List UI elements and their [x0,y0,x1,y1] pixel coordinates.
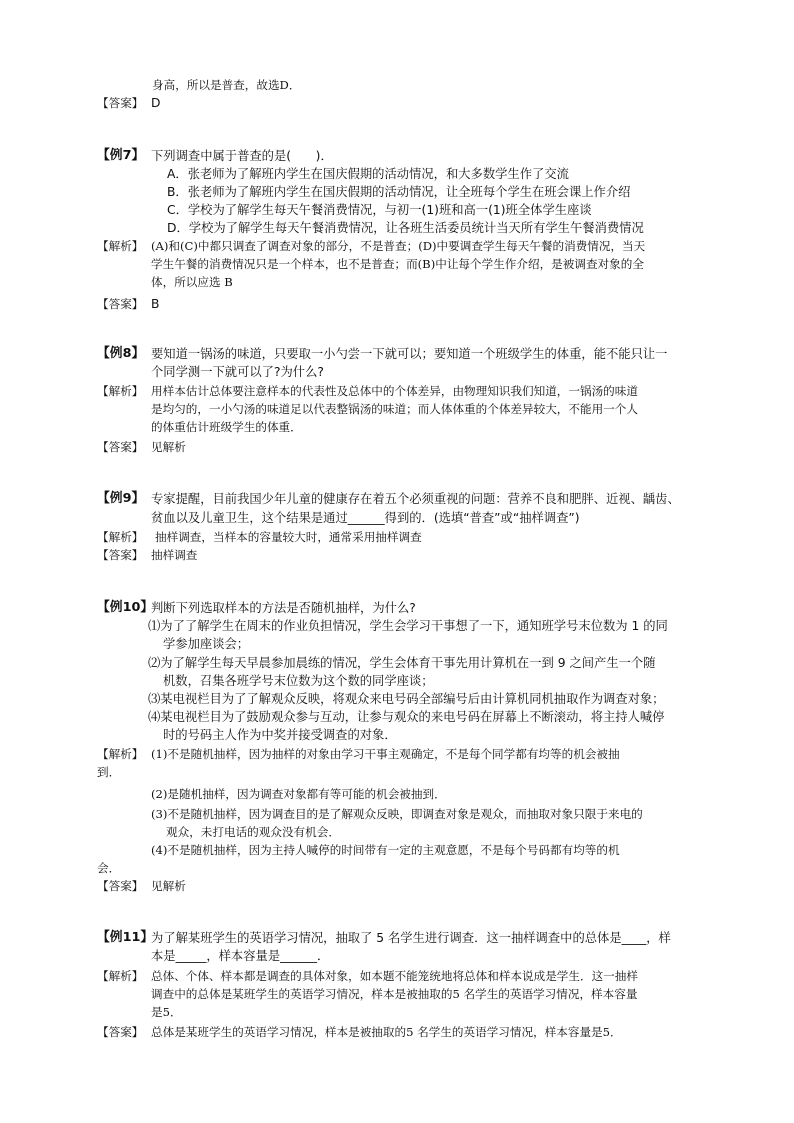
ex10-item: ⑷某电视栏目为了鼓励观众参与互动，让参与观众的来电号码在屏幕上不断滚动，将主持人喊停 [148,710,665,724]
ex9-question-line: 专家提醒，目前我国少年儿童的健康存在着五个必须重视的问题：营养不良和肥胖、近视、龋齿、 [151,492,680,506]
ex11-tag: 【例11】 [97,930,154,945]
ex10-solution-line: (1)不是随机抽样，因为抽样的对象由学习干事主观确定，不是每个同学都有均等的机会被抽 [151,747,620,761]
ex11-solution-line: 调查中的总体是某班学生的英语学习情况，样本是被抽取的5 名学生的英语学习情况，样本容量 [151,987,638,1001]
ex8-solution-line: 用样本估计总体要注意样本的代表性及总体中的个体差异，由物理知识我们知道，一锅汤的味道 [151,384,638,398]
ex10-solution-line: (4)不是随机抽样，因为主持人喊停的时间带有一定的主观意愿，不是每个号码都有均等的机 [151,843,620,857]
ex8-answer: 见解析 [151,440,186,454]
ex8-question-line: 个同学测一下就可以了?为什么? [151,365,324,379]
ex10-answer-label: 【答案】 [97,879,144,893]
ex7-solution-label: 【解析】 [97,239,144,253]
ex11-answer: 总体是某班学生的英语学习情况，样本是被抽取的5 名学生的英语学习情况，样本容量是5． [151,1025,622,1039]
ex11-solution-label: 【解析】 [97,969,144,983]
ex10-solution-line: 到． [97,765,121,779]
ex10-solution-line: (2)是随机抽样，因为调查对象都有等可能的机会被抽到． [151,787,446,801]
prev-answer: D [151,96,161,110]
ex9-solution: 抽样调查，当样本的容量较大时，通常采用抽样调查 [155,530,422,544]
ex9-answer: 抽样调查 [151,548,198,562]
ex9-question-line: 贫血以及儿童卫生，这个结果是通过______得到的．(选填“普查”或“抽样调查”) [151,511,580,525]
ex9-solution-label: 【解析】 [97,530,144,544]
ex7-solution-line: 体，所以应选 B [151,275,233,289]
ex11-question-line: 本是_____，样本容量是______． [151,949,330,963]
ex7-question: 下列调查中属于普查的是( )． [151,149,333,163]
ex10-item: ⑵为了解学生每天早晨参加晨练的情况，学生会体育干事先用计算机在一到 9 之间产生一个随 [148,656,656,670]
ex7-option-b: B．张老师为了解班内学生在国庆假期的活动情况，让全班每个学生在班会课上作介绍 [167,185,631,199]
ex10-solution-line: (3)不是随机抽样，因为调查目的是了解观众反映，即调查对象是观众，而抽取对象只限于来电的 [151,807,643,821]
ex10-solution-label: 【解析】 [97,747,144,761]
ex8-question-line: 要知道一锅汤的味道，只要取一小勺尝一下就可以；要知道一个班级学生的体重，能不能只让一 [151,347,668,361]
ex7-solution-line: (A)和(C)中都只调查了调查对象的部分，不是普查；(D)中要调查学生每天午餐的消费情况，当天 [151,239,646,253]
ex11-solution-line: 总体、个体、样本都是调查的具体对象，如本题不能笼统地将总体和样本说成是学生．这一抽样 [151,969,638,983]
ex11-answer-label: 【答案】 [97,1025,144,1039]
ex7-answer: B [151,297,160,311]
ex9-answer-label: 【答案】 [97,548,144,562]
ex11-question-line: 为了解某班学生的英语学习情况，抽取了 5 名学生进行调查．这一抽样调查中的总体是____，样 [151,931,671,945]
ex7-solution-line: 学生午餐的消费情况只是一个样本，也不是普查；而(B)中让每个学生作介绍，是被调查对象的全 [151,257,644,271]
ex10-solution-line: 观众，未打电话的观众没有机会． [166,825,340,839]
ex8-answer-label: 【答案】 [97,440,144,454]
ex7-option-c: C．学校为了解学生每天午餐消费情况，与初一(1)班和高一(1)班全体学生座谈 [167,203,592,217]
ex8-solution-line: 是均匀的，一小勺汤的味道足以代表整锅汤的味道；而人体体重的个体差异较大，不能用一个人 [151,402,638,416]
ex10-solution-line: 会． [97,861,121,875]
ex10-answer: 见解析 [151,879,186,893]
ex10-item: ⑶某电视栏目为了了解观众反映，将观众来电号码全部编号后由计算机同机抽取作为调查对象； [148,692,665,706]
prev-answer-label: 【答案】 [97,96,144,110]
ex10-item: 时的号码主人作为中奖并接受调查的对象． [163,728,397,742]
ex10-tag: 【例10】 [97,600,154,615]
ex10-item: 机数，召集各班学号末位数为这个数的同学座谈； [163,674,434,688]
ex7-option-a: A．张老师为了解班内学生在国庆假期的活动情况，和大多数学生作了交流 [167,167,569,181]
prev-solution-line: 身高，所以是普查，故选D． [152,78,301,92]
ex10-item: ⑴为了了解学生在周末的作业负担情况，学生会学习干事想了一下，通知班学号末位数为 1 的同 [148,619,668,633]
ex9-tag: 【例9】 [97,491,145,506]
ex10-item: 学参加座谈会； [163,637,250,651]
ex11-solution-line: 是5． [151,1005,182,1019]
ex7-option-d: D．学校为了解学生每天午餐消费情况，让各班生活委员统计当天所有学生午餐消费情况 [167,221,644,235]
ex7-tag: 【例7】 [97,148,145,163]
ex10-question: 判断下列选取样本的方法是否随机抽样，为什么? [151,601,416,615]
ex7-answer-label: 【答案】 [97,297,144,311]
ex8-solution-label: 【解析】 [97,384,144,398]
ex8-tag: 【例8】 [97,346,145,361]
ex8-solution-line: 的体重估计班级学生的体重． [151,420,302,434]
